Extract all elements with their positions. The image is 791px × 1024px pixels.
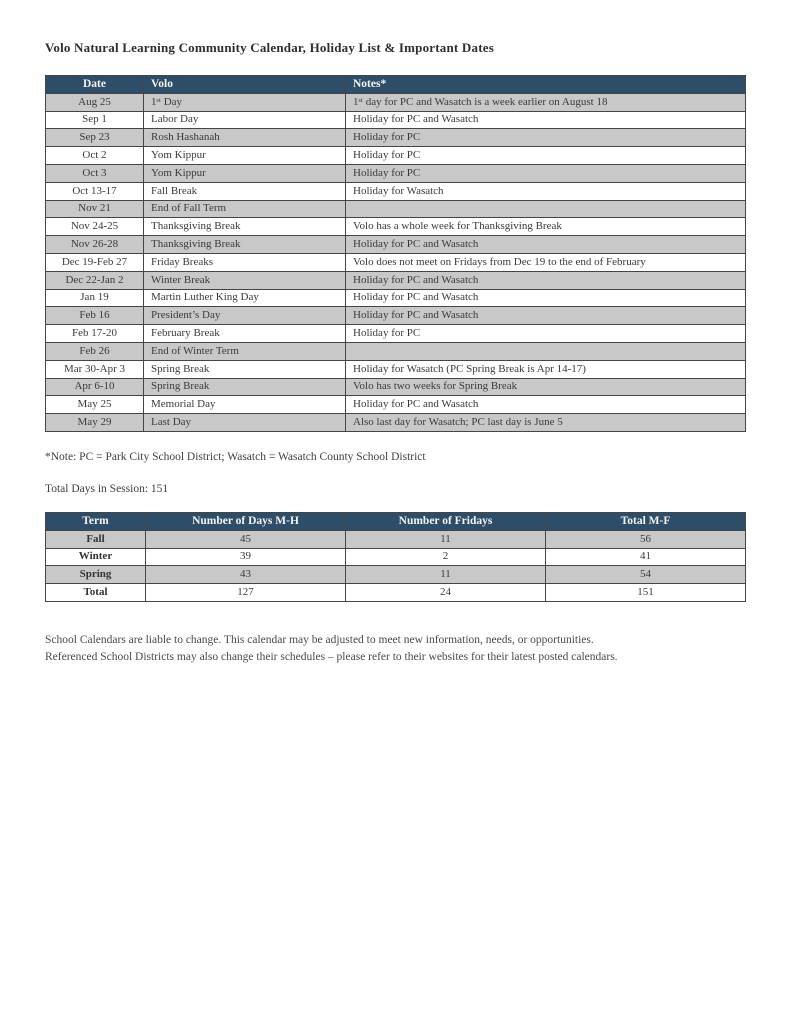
cell: Holiday for PC [346,129,746,147]
cell: 1ˢᵗ day for PC and Wasatch is a week earlier on August 18 [346,93,746,111]
disclaimer-line-1: School Calendars are liable to change. This calendar may be adjusted to meet new information, needs, or opportunities. [45,633,594,646]
cell: Friday Breaks [144,253,346,271]
cell: Labor Day [144,111,346,129]
table-row [46,325,746,343]
cell: Holiday for PC and Wasatch [346,271,746,289]
term-table-body [46,530,746,601]
table-row [46,342,746,360]
header-row [46,76,746,94]
cell: 54 [546,566,746,584]
table-row [46,111,746,129]
term-table-header [46,512,746,530]
table-row [46,236,746,254]
cell: 1ˢᵗ Day [144,93,346,111]
cell: Spring [46,566,146,584]
cell: Holiday for PC and Wasatch [346,289,746,307]
table-row [46,396,746,414]
table-row [46,218,746,236]
table-row [46,93,746,111]
cell: Feb 26 [46,342,144,360]
column-header-total-m-f: Total M-F [546,512,746,530]
table-row [46,548,746,566]
cell: End of Fall Term [144,200,346,218]
table-row [46,360,746,378]
cell: 39 [146,548,346,566]
cell: End of Winter Term [144,342,346,360]
cell: 43 [146,566,346,584]
column-header-number-of-fridays: Number of Fridays [346,512,546,530]
column-header-volo: Volo [144,76,346,94]
cell: Oct 13-17 [46,182,144,200]
disclaimer-line-2: Referenced School Districts may also change their schedules – please refer to their websites for their latest posted calendars. [45,650,618,663]
cell: Holiday for PC [346,147,746,165]
cell: 2 [346,548,546,566]
cell: Volo does not meet on Fridays from Dec 19 to the end of February [346,253,746,271]
cell: Holiday for PC and Wasatch [346,236,746,254]
table-row [46,164,746,182]
table-row [46,147,746,165]
cell: Holiday for PC [346,164,746,182]
column-header-date: Date [46,76,144,94]
cell: Yom Kippur [144,147,346,165]
cell: Dec 19-Feb 27 [46,253,144,271]
cell: Last Day [144,414,346,432]
cell: 41 [546,548,746,566]
cell: Holiday for PC and Wasatch [346,307,746,325]
cell [346,342,746,360]
cell: Feb 16 [46,307,144,325]
cell: Dec 22-Jan 2 [46,271,144,289]
header-row [46,512,746,530]
cell: Also last day for Wasatch; PC last day is June 5 [346,414,746,432]
cell [346,200,746,218]
cell: Aug 25 [46,93,144,111]
cell: Winter [46,548,146,566]
cell: 11 [346,566,546,584]
cell: Nov 24-25 [46,218,144,236]
cell: Thanksgiving Break [144,236,346,254]
cell: Sep 1 [46,111,144,129]
cell: Thanksgiving Break [144,218,346,236]
cell: 11 [346,530,546,548]
cell: Spring Break [144,378,346,396]
holiday-calendar-table [45,75,746,432]
cell: 24 [346,584,546,602]
holiday-table-body [46,93,746,431]
table-row [46,307,746,325]
table-row [46,414,746,432]
table-row [46,378,746,396]
cell: Fall Break [144,182,346,200]
cell: Nov 21 [46,200,144,218]
cell: May 29 [46,414,144,432]
cell: Oct 3 [46,164,144,182]
cell: Fall [46,530,146,548]
cell: Volo has a whole week for Thanksgiving Break [346,218,746,236]
cell: Holiday for PC [346,325,746,343]
table-row [46,129,746,147]
cell: Rosh Hashanah [144,129,346,147]
table-row [46,566,746,584]
cell: Holiday for Wasatch (PC Spring Break is Apr 14-17) [346,360,746,378]
cell: Holiday for PC and Wasatch [346,111,746,129]
cell: Holiday for Wasatch [346,182,746,200]
cell: Martin Luther King Day [144,289,346,307]
cell: Winter Break [144,271,346,289]
term-summary-table [45,512,746,602]
cell: 127 [146,584,346,602]
total-days-in-session: Total Days in Session: 151 [45,482,169,495]
table-row [46,253,746,271]
cell: Nov 26-28 [46,236,144,254]
page-title: Volo Natural Learning Community Calendar, Holiday List & Important Dates [45,40,494,55]
cell: President’s Day [144,307,346,325]
cell: Mar 30-Apr 3 [46,360,144,378]
table-row [46,584,746,602]
table-row [46,182,746,200]
cell: May 25 [46,396,144,414]
cell: Total [46,584,146,602]
table-row [46,289,746,307]
table-row [46,530,746,548]
column-header-term: Term [46,512,146,530]
cell: 56 [546,530,746,548]
cell: Yom Kippur [144,164,346,182]
table-row [46,271,746,289]
cell: Sep 23 [46,129,144,147]
cell: Holiday for PC and Wasatch [346,396,746,414]
cell: Feb 17-20 [46,325,144,343]
cell: 151 [546,584,746,602]
footnote: *Note: PC = Park City School District; Wasatch = Wasatch County School District [45,450,426,463]
cell: Jan 19 [46,289,144,307]
cell: Spring Break [144,360,346,378]
holiday-table-header [46,76,746,94]
cell: Apr 6-10 [46,378,144,396]
table-row [46,200,746,218]
cell: Memorial Day [144,396,346,414]
cell: Volo has two weeks for Spring Break [346,378,746,396]
column-header-number-of-days-m-h: Number of Days M-H [146,512,346,530]
disclaimer-paragraph [45,632,745,666]
cell: February Break [144,325,346,343]
column-header-notes: Notes* [346,76,746,94]
cell: Oct 2 [46,147,144,165]
cell: 45 [146,530,346,548]
